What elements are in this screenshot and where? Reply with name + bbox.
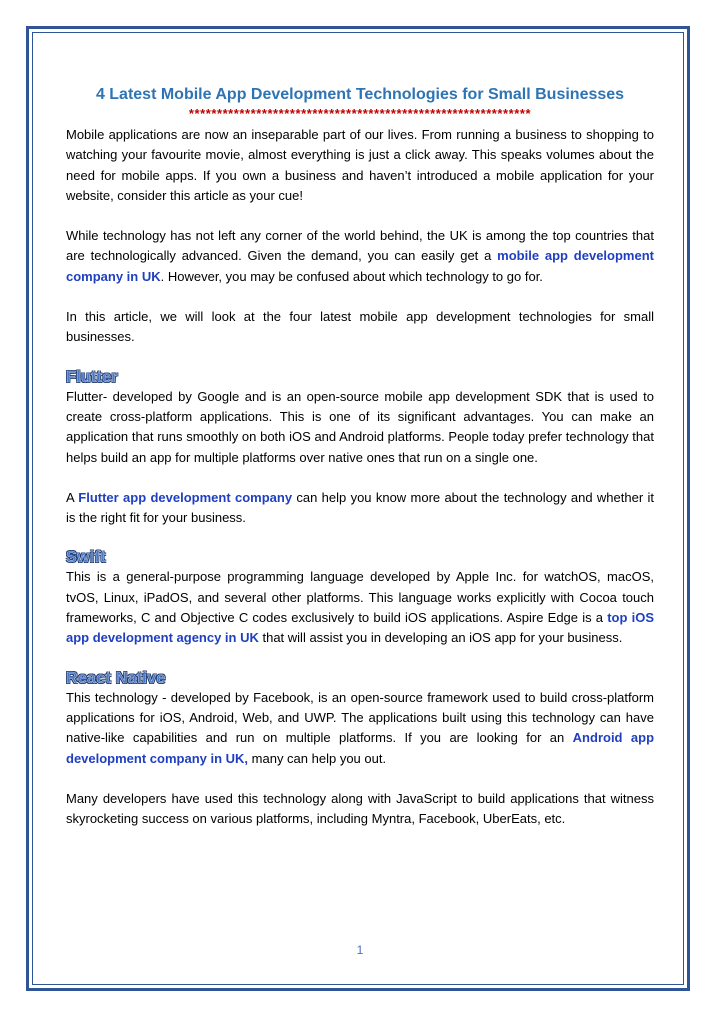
react-native-paragraph-1 (66, 688, 654, 769)
react-native-paragraph-2: Many developers have used this technology along with JavaScript to build applications that witness skyrocketing success on various platforms, including Myntra, Facebook, UberEats, etc. (66, 790, 654, 827)
swift-paragraph-text-start: This is a general-purpose programming language developed by Apple Inc. for watchOS, macOS, tvOS, Linux, iPadOS, and several other platforms. This language works explicitly with Cocoa touch frameworks, C and Objective C codes exclusively to build iOS applications. Aspire Edge is a (66, 569, 654, 626)
intro-paragraph-2-text-end: . However, you may be confused about which technology to go for. (160, 268, 543, 284)
flutter-paragraph-2-text-start: A (66, 489, 79, 505)
document-title: 4 Latest Mobile App Development Technologies for Small Businesses (95, 86, 625, 103)
flutter-paragraph-1: Flutter- developed by Google and is an open-source mobile app development SDK that is used to create cross-platform applications. This is one of its significant advantages. You can make an application that runs smoothly on both iOS and Android platforms. People today prefer technology that helps build an app for multiple platforms over native ones that run on a single one. (66, 388, 654, 465)
page-number: 1 (356, 943, 364, 957)
intro-paragraph-2-text-start: While technology has not left any corner of the world behind, the UK is among the top countries that are technologically advanced. Given the demand, you can easily get a (66, 228, 654, 264)
section-heading-swift: Swift (66, 549, 106, 567)
swift-paragraph-1 (66, 567, 654, 648)
intro-paragraph-2 (66, 226, 654, 287)
intro-paragraph-3: In this article, we will look at the four latest mobile app development technologies for small businesses. (66, 309, 654, 345)
ios-agency-link[interactable]: top iOS app development agency in UK (66, 610, 654, 646)
flutter-company-link[interactable]: Flutter app development company (78, 489, 293, 505)
section-heading-react-native: React Native (66, 669, 166, 687)
swift-paragraph-text-end: that will assist you in developing an iOS app for your business. (258, 630, 623, 646)
flutter-paragraph-2 (66, 488, 654, 529)
intro-paragraph-1: Mobile applications are now an inseparable part of our lives. From running a business to shopping to watching your favourite movie, almost everything is just a click away. This speaks volumes about the need for mobile apps. If you own a business and haven’t introduced a mobile application for your website, consider this article as your cue! (66, 127, 654, 203)
android-company-link[interactable]: Android app development company in UK, (66, 730, 655, 766)
title-divider: ************************************************************* (188, 106, 532, 121)
react-native-paragraph-text-end: many can help you out. (248, 750, 387, 766)
mobile-app-company-link[interactable]: mobile app development company in UK (66, 248, 654, 284)
react-native-paragraph-text-start: This technology - developed by Facebook, is an open-source framework used to build cross-platform applications for iOS, Android, Web, and UWP. The applications built using this technology can have native-like capabilities and run on multiple platforms. If you are looking for an (66, 689, 654, 746)
document-body (66, 85, 654, 829)
section-heading-flutter: Flutter (66, 368, 118, 386)
flutter-paragraph-2-text-end: can help you know more about the technology and whether it is the right fit for your business. (66, 489, 654, 526)
